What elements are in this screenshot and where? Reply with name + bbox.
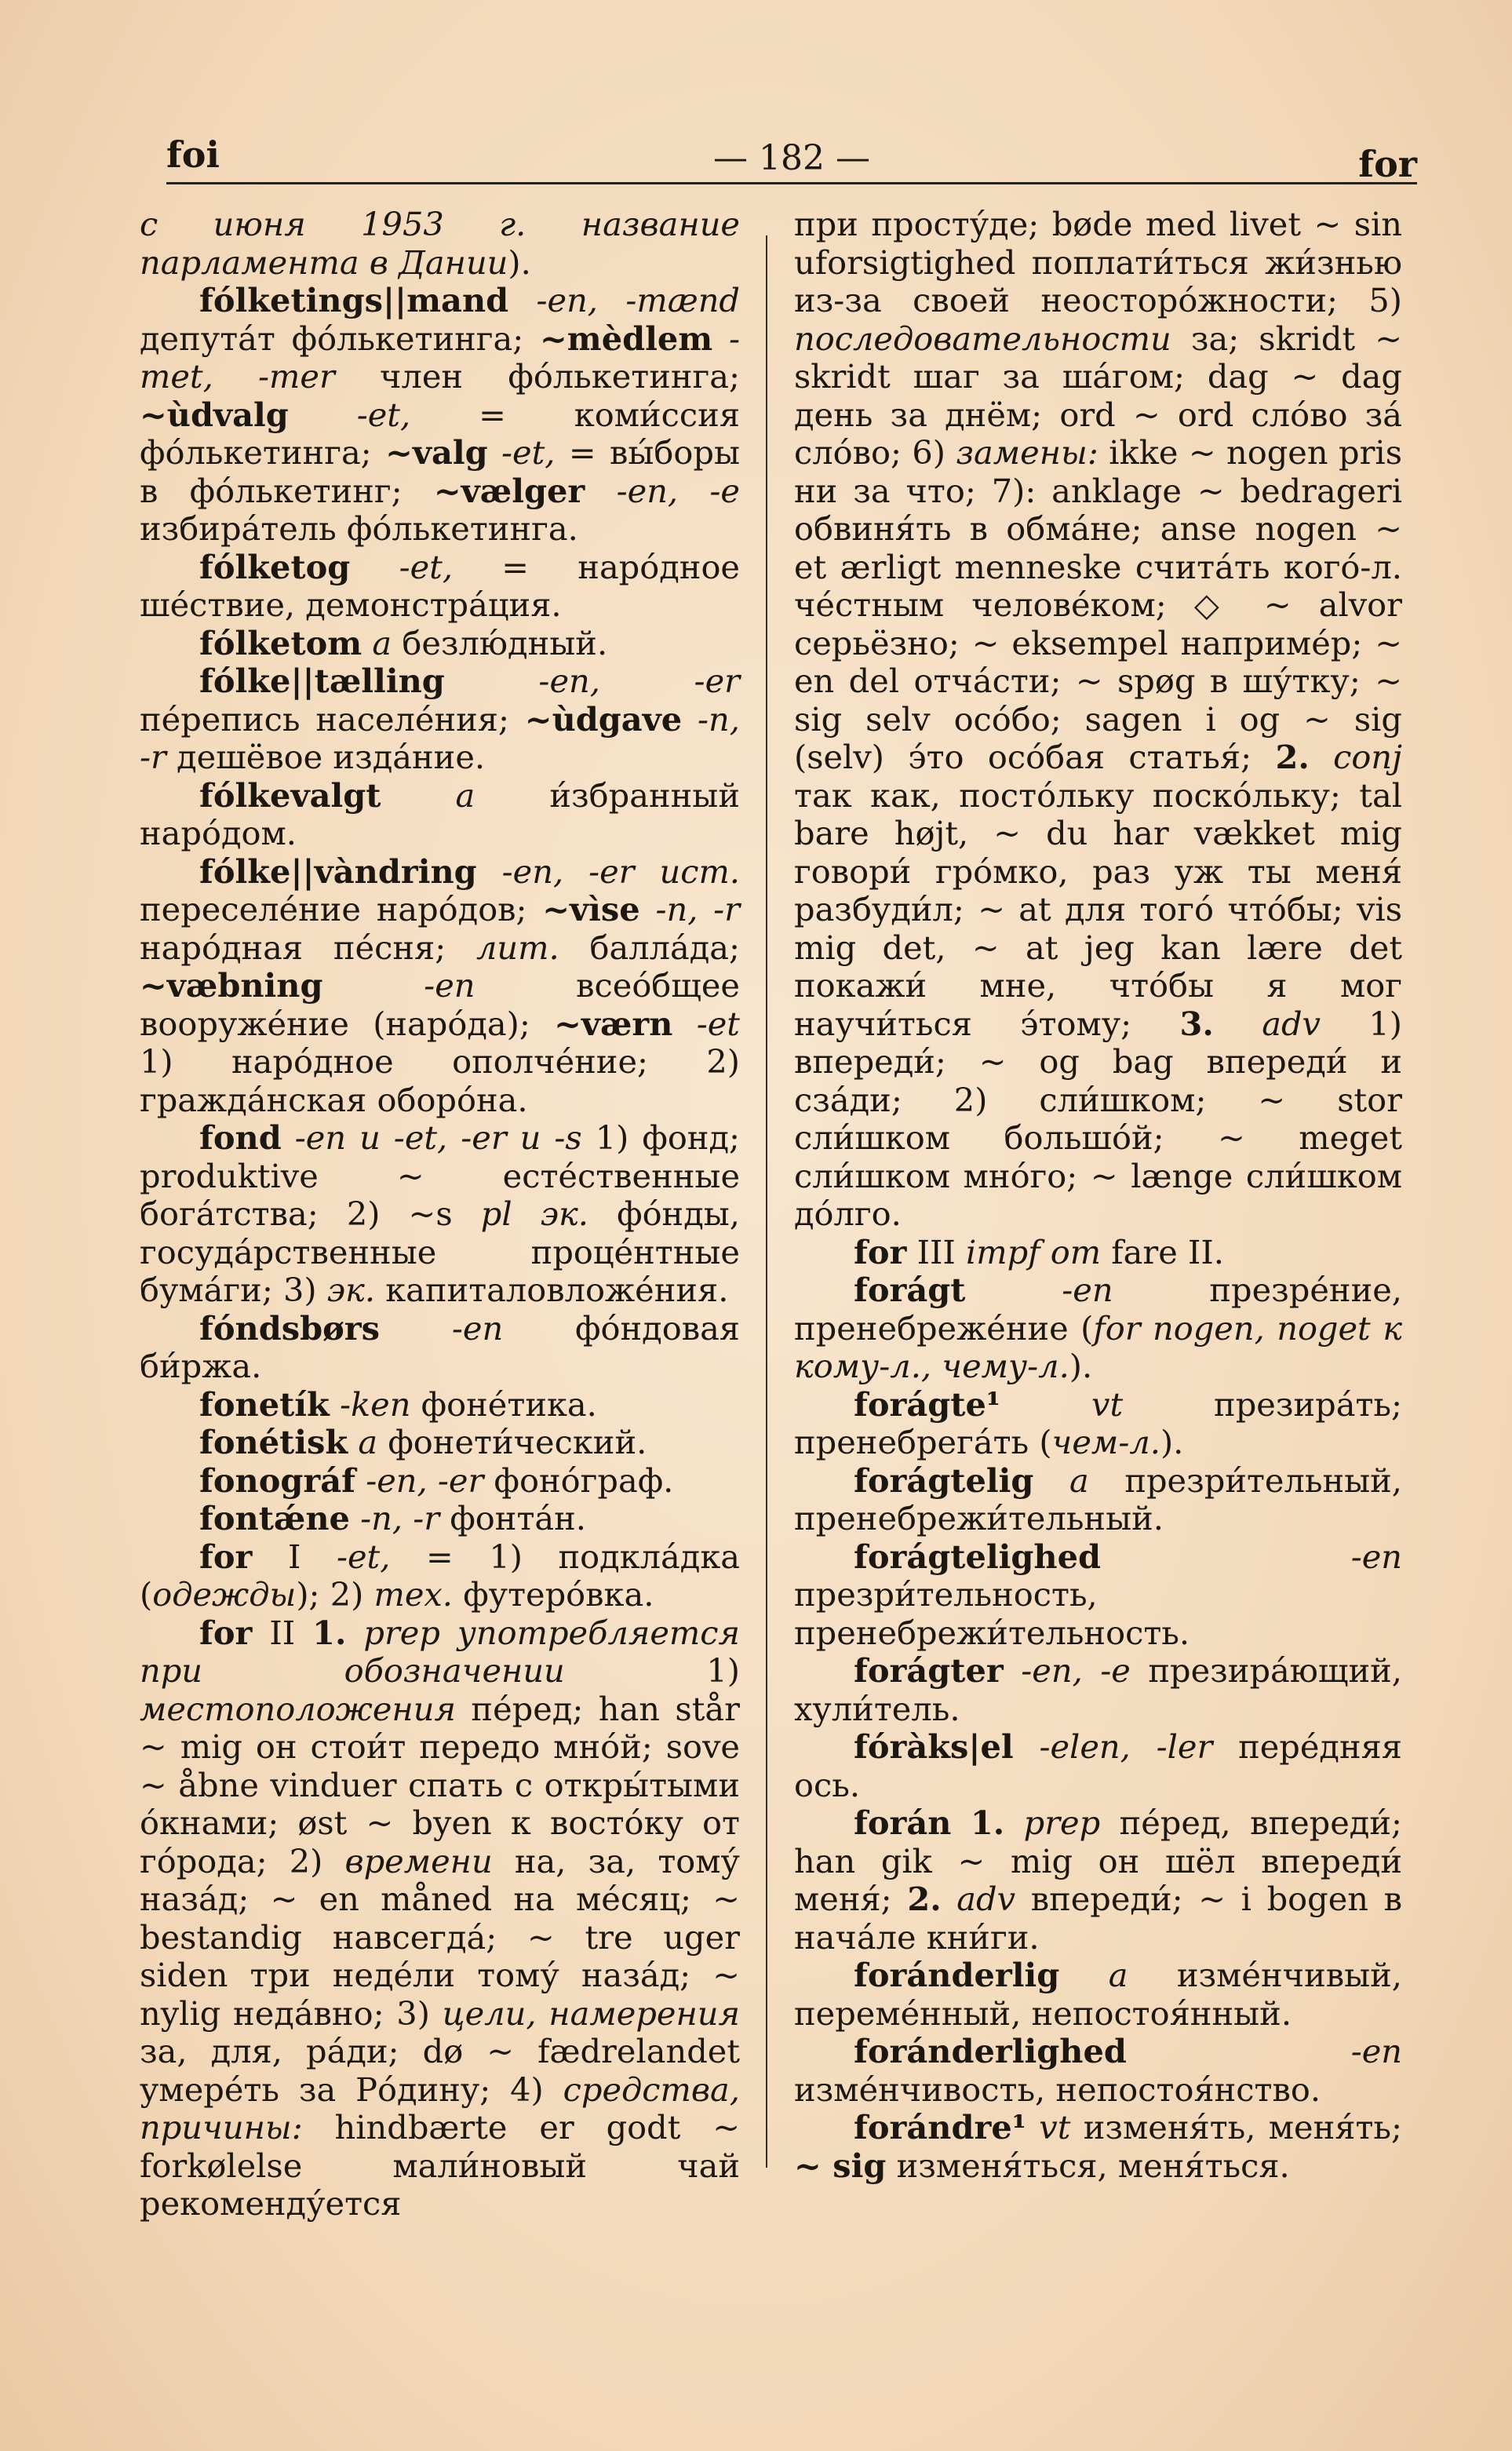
dictionary-entry: forágte¹ vt презира́ть; пренебрега́ть (чем-л.). [794, 1384, 1402, 1461]
dictionary-entry: fólke||tælling -en, -er пе́репись населе́ния; ~ùdgave -n, -r дешёвое изда́ние. [140, 662, 740, 776]
column-divider [766, 235, 767, 2168]
dictionary-entry: fonográf -en, -er фоно́граф. [199, 1461, 674, 1500]
right-guide-word: for [1358, 143, 1417, 185]
dictionary-entry: fólketom a безлю́дный. [199, 623, 608, 662]
dictionary-entry: for I -et, = 1) подкла́дка (одежды); 2) тех. футеро́вка. [140, 1537, 740, 1614]
dictionary-entry: fonétisk a фонети́ческий. [199, 1423, 647, 1461]
dictionary-entry: fóndsbørs -en фо́ндовая би́ржа. [140, 1308, 740, 1385]
left-column [140, 206, 740, 2223]
dictionary-entry: forágt -en презре́ние, пренебреже́ние (for nogen, noget к кому-л., чему-л.). [794, 1271, 1402, 1385]
dictionary-entry: fond -en u -et, -er u -s 1) фонд; produktive ~ есте́ственные бога́тства; 2) ~s pl эк. фо́нды, госуда́рственные проце́нтные бума́ги; 3) эк. капиталовложе́ния. [140, 1118, 740, 1309]
dictionary-entry: fonetík -ken фоне́тика. [199, 1384, 597, 1424]
dictionary-entry: forágter -en, -e презира́ющий, хули́тель. [794, 1651, 1402, 1728]
dictionary-entry: fólketog -et, = наро́дное ше́ствие, демонстра́ция. [140, 547, 740, 624]
dictionary-entry: for II 1. prep употребляется при обозначении 1) местоположения пе́ред; han står ~ mig он стои́т передо мно́й; sove ~ åbne vinduer спать с откры́тыми о́кнами; øst ~ byen к восто́ку от го́рода; 2) времени на, за, тому́ наза́д; ~ en måned на ме́сяц; ~ bestandig навсегда́; ~ tre uger siden три неде́ли тому́ наза́д; ~ nylig неда́вно; 3) цели, намерения за, для, ра́ди; dø ~ fædrelandet умере́ть за Ро́дину; 4) средства, причины: hindbærte er godt ~ forkølelse мали́новый чай рекоменду́ется [140, 1613, 741, 2223]
header-rule [166, 182, 1417, 184]
dictionary-entry: fontǽne -n, -r фонта́н. [199, 1499, 586, 1537]
dictionary-entry: fólkevalgt a и́збранный наро́дом. [140, 775, 740, 852]
dictionary-entry: при просту́де; bøde med livet ~ sin uforsigtighed поплати́ться жи́знью из-за своей неосторо́жности; 5) последовательности за; skridt ~ skridt шаг за ша́гом; dag ~ dag день за днём; ord ~ ord сло́во за́ сло́во; 6) замены: ikke ~ nogen pris ни за что; 7): anklage ~ bedrageri обвиня́ть в обма́не; anse nogen ~ et ærligt menneske счита́ть кого́-л. че́стным челове́ком; ◇ ~ alvor серьёзно; ~ eksempel наприме́р; ~ en del отча́сти; ~ spøg в шу́тку; ~ sig selv осо́бо; sagen i og ~ sig (selv) э́то осо́бая статья́; 2. conj так как, посто́льку поско́льку; tal bare højt, ~ du har vækket mig говори́ гро́мко, раз уж ты меня́ разбуди́л; ~ at для того́ что́бы; vis mig det, ~ at jeg kan lære det покажи́ мне, что́бы я мог научи́ться э́тому; 3. adv 1) впереди́; ~ og bag впереди́ и сза́ди; 2) сли́шком; ~ stor сли́шком большо́й; ~ meget сли́шком мно́го; ~ længe сли́шком до́лго. [794, 205, 1402, 1233]
page-header [166, 133, 1417, 191]
dictionary-entry: forándre¹ vt изменя́ть, меня́ть; ~ sig изменя́ться, меня́ться. [794, 2108, 1402, 2185]
dictionary-entry: fólketings||mand -en, -mænd депута́т фо́лькетинга; ~mèdlem -met, -mer член фо́лькетинга; ~ùdvalg -et, = коми́ссия фо́лькетинга; ~valg -et, = вы́боры в фо́лькетинг; ~vælger -en, -e избира́тель фо́лькетинга. [140, 281, 740, 548]
dictionary-entry: с июня 1953 г. название парламента в Дании). [140, 205, 740, 282]
dictionary-entry: fóràks|el -elen, -ler пере́дняя ось. [794, 1727, 1402, 1804]
dictionary-entry: foránderlig a изме́нчивый, переме́нный, непостоя́нный. [794, 1956, 1402, 2033]
left-guide-word: foi [166, 133, 220, 176]
dictionary-entry: forágtelig a презри́тельный, пренебрежи́тельный. [794, 1461, 1402, 1537]
dictionary-entry: forágtelighed -en презри́тельность, пренебрежи́тельность. [794, 1537, 1402, 1652]
right-column [794, 206, 1402, 2185]
dictionary-entry: foránderlighed -en изме́нчивость, непостоя́нство. [794, 2032, 1402, 2109]
page-number: — 182 — [713, 138, 870, 178]
dictionary-entry: forán 1. prep пе́ред, впереди́; han gik ~ mig он шёл впереди́ меня́; 2. adv впереди́; ~ i bogen в нача́ле кни́ги. [794, 1804, 1402, 1957]
dictionary-entry: for III impf om fare II. [854, 1232, 1224, 1271]
dictionary-entry: fólke||vàndring -en, -er ист. переселе́ние наро́дов; ~vìse -n, -r наро́дная пе́сня; лит. балла́да; ~væbning -en всео́бщее вооруже́ние (наро́да); ~værn -et 1) наро́дное ополче́ние; 2) гражда́нская оборо́на. [140, 852, 740, 1119]
